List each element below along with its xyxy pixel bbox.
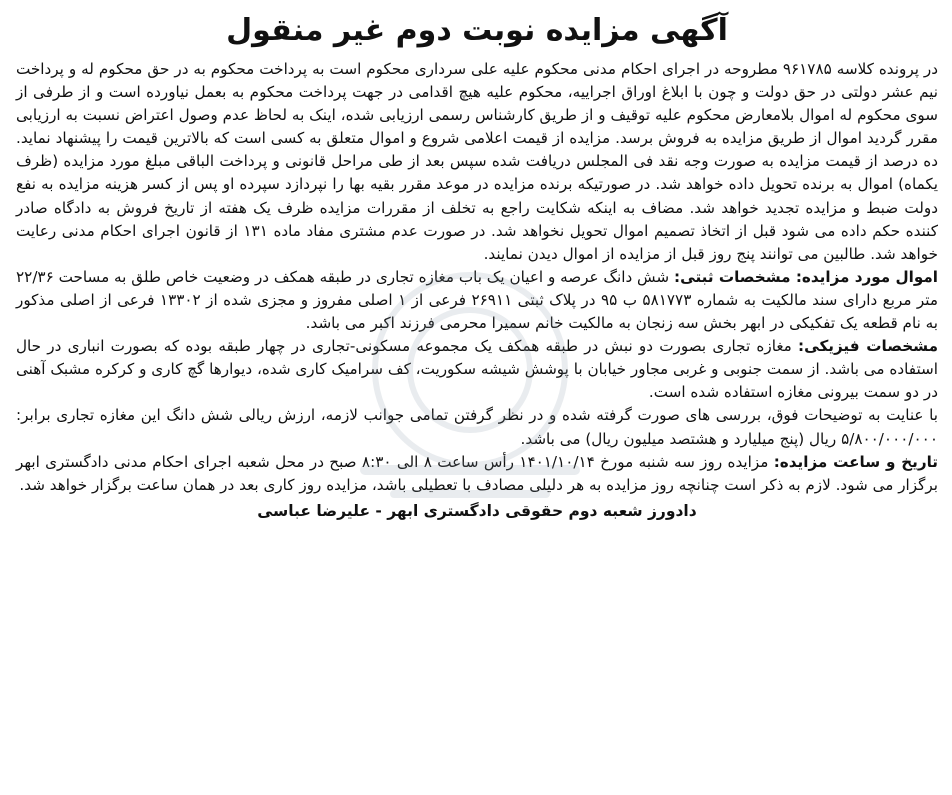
schedule-label: تاریخ و ساعت مزایده: <box>773 452 939 471</box>
physical-paragraph <box>16 335 938 404</box>
physical-text: مغازه تجاری بصورت دو نبش در طبقه همکف یک مجموعه مسکونی-تجاری در چهار طبقه بوده که بصورت انباری در حال استفاده می باشد. از سمت جنوبی و غربی مجاور خیابان با پوشش شیشه سکوریت، کف سرامیک کاری شده، دیوارها گچ کاری و کرکره مشبک آهنی در دو سمت بیرونی مغازه استفاده شده است. <box>16 337 938 402</box>
notice-body <box>16 58 938 497</box>
notice-title: آگهی مزایده نوبت دوم غیر منقول <box>226 13 728 48</box>
valuation-paragraph: با عنایت به توضیحات فوق، بررسی های صورت گرفته شده و در نظر گرفتن تمامی جوانب لازمه، ارزش ریالی شش دانگ این مغازه تجاری برابر: ۵/۸۰۰/۰۰۰/۰۰۰ ریال (پنج میلیارد و هشتصد میلیون ریال) می باشد. <box>16 406 938 448</box>
physical-label: مشخصات فیزیکی: <box>798 337 938 356</box>
signature-line: دادورز شعبه دوم حقوقی دادگستری ابهر - علیرضا عباسی <box>257 501 697 520</box>
schedule-text: مزایده روز سه شنبه مورخ ۱۴۰۱/۱۰/۱۴ رأس ساعت ۸ الی ۸:۳۰ صبح در محل شعبه اجرای احکام مدنی دادگستری ابهر برگزار می شود. لازم به ذکر است چنانچه روز مزایده به هر دلیلی مصادف با تعطیلی باشد، مزایده روز کاری بعد در همان ساعت برگزار خواهد شد. <box>16 452 938 494</box>
property-text: شش دانگ عرصه و اعیان یک باب مغازه تجاری در طبقه همکف در وضعیت خاص طلق به مساحت ۲۲/۳۶ متر مربع دارای سند مالکیت به شماره ۵۸۱۷۷۳ ب ۹۵ در پلاک ثبتی ۲۶۹۱۱ فرعی از ۱ اصلی مفروز و مجزی شده از ۱۳۳۰۲ فرعی از اصلی مذکور به نام قطعه یک تفکیکی در ابهر بخش سه زنجان به مالکیت خانم سمیرا محرمی فرزند اکبر می باشد. <box>16 267 939 333</box>
schedule-paragraph <box>16 451 938 497</box>
intro-paragraph: در پرونده کلاسه ۹۶۱۷۸۵ مطروحه در اجرای احکام مدنی محکوم علیه علی سرداری محکوم است به پرداخت محکوم به در حق محکوم له و پرداخت نیم عشر دولتی در حق دولت و چون با ابلاغ اوراق اجراییه، محکوم علیه هیچ اقدامی در جهت پرداخت محکوم به بعمل نیاورده است و از طرفی از سوی محکوم له اموال بلامعارض محکوم علیه توقیف و از طریق کارشناس رسمی ارزیابی شده، اینک به لحاظ عدم وصول اعتراض نسبت به ارزیابی مقرر گردید اموال از طریق مزایده به فروش برسد. مزایده از قیمت اعلامی شروع و اموال متعلق به کسی است که بالاترین قیمت را پیشنهاد نماید. ده درصد از قیمت مزایده به صورت وجه نقد فی المجلس دریافت شده سپس بعد از طی مراحل قانونی و پرداخت الباقی مبلغ مورد مزایده (ظرف یکماه) اموال به برنده تحویل داده خواهد شد. در صورتیکه برنده مزایده در موعد مقرر بقیه بها را نپردازد سپرده او پس از کسر هزینه مزایده به نفع دولت ضبط و مزایده تجدید خواهد شد. مضاف به اینکه شکایت راجع به تخلف از مقررات مزایده ظرف یک هفته از تاریخ فروش به دادگاه صادر کننده حکم داده می شود قبل از اتخاذ تصمیم اموال تحویل نخواهد شد. در صورت عدم مشتری مفاد ماده ۱۳۱ از قانون اجرای احکام مدنی رعایت خواهد شد. طالبین می توانند پنج روز قبل از مزایده از اموال دیدن نمایند. <box>16 60 938 263</box>
property-label: اموال مورد مزایده: مشخصات ثبتی: <box>674 267 939 286</box>
property-paragraph <box>16 266 938 335</box>
